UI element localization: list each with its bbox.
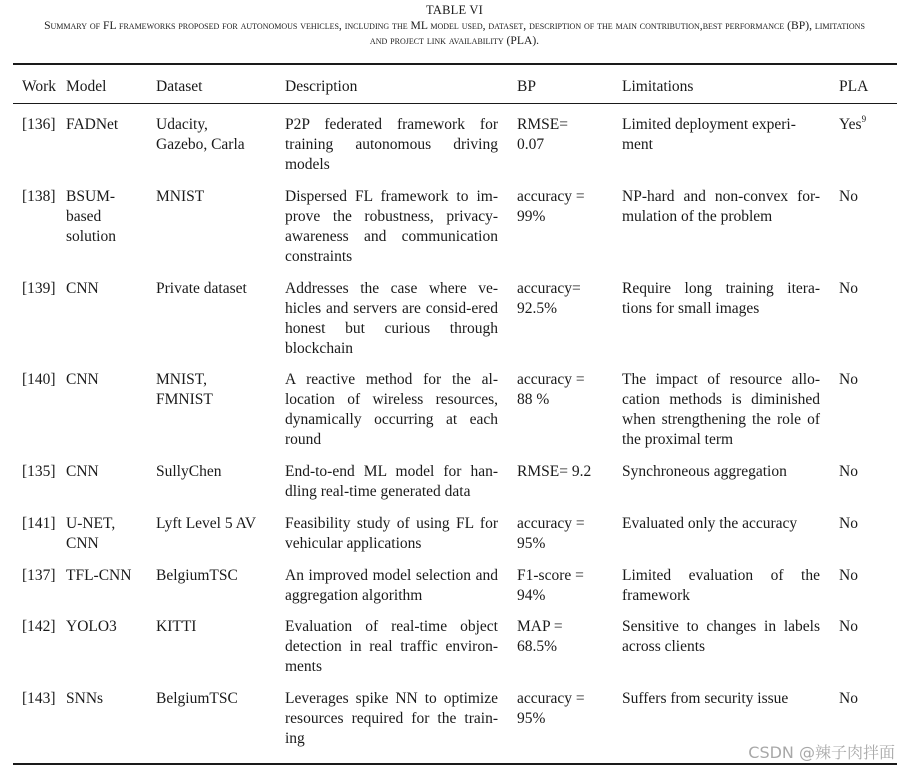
cell-limitations: Suffers from security issue	[622, 690, 789, 707]
cell-dataset: Lyft Level 5 AV	[156, 515, 257, 532]
cell-pla: No	[839, 280, 858, 297]
cell-pla: No	[839, 463, 858, 480]
cell-model: FADNet	[66, 116, 119, 133]
cell-limitations: Evaluated only the accuracy	[622, 515, 798, 532]
cell-work: [141]	[22, 515, 56, 532]
cell-limitations: Require long training itera-tions for small images	[622, 280, 820, 317]
cell-model: YOLO3	[66, 618, 117, 635]
table-caption-text: Summary of FL frameworks proposed for autonomous vehicles, including the ML model used, dataset, description of the main contribution,best performance (BP), limitations and project link availability (PLA).	[44, 19, 865, 47]
cell-model: U-NET, CNN	[66, 515, 116, 552]
cell-work: [137]	[22, 567, 56, 584]
header-limitations: Limitations	[622, 78, 694, 95]
cell-limitations: Limited deployment experi- ment	[622, 116, 796, 153]
cell-model: BSUM- based solution	[66, 188, 116, 245]
table-header-rule	[13, 103, 897, 104]
cell-pla: No	[839, 690, 858, 707]
header-work: Work	[22, 78, 57, 95]
cell-work: [142]	[22, 618, 56, 635]
table-title: TABLE VI	[426, 3, 483, 17]
cell-work: [136]	[22, 116, 56, 133]
header-pla: PLA	[839, 78, 869, 95]
cell-limitations: The impact of resource allo-cation methods is diminished when strengthening the role of the proximal term	[622, 371, 820, 448]
cell-description: A reactive method for the al-location of wireless resources, dynamically occurring at each round	[285, 371, 498, 448]
cell-model: TFL-CNN	[66, 567, 132, 584]
cell-model: CNN	[66, 280, 99, 297]
cell-bp: accuracy= 92.5%	[517, 280, 581, 317]
cell-dataset: BelgiumTSC	[156, 690, 238, 707]
table-top-rule	[13, 63, 897, 65]
cell-bp: accuracy = 99%	[517, 188, 585, 225]
cell-description: Feasibility study of using FL for vehicular applications	[285, 515, 498, 552]
cell-pla: No	[839, 618, 858, 635]
cell-work: [140]	[22, 371, 56, 388]
header-dataset: Dataset	[156, 78, 203, 95]
cell-bp: RMSE= 9.2	[517, 463, 592, 480]
cell-description: Addresses the case where ve-hicles and servers are consid-ered honest but curious through blockchain	[285, 280, 498, 357]
cell-description: Dispersed FL framework to im-prove the robustness, privacy-awareness and communication constraints	[285, 188, 498, 265]
cell-dataset: KITTI	[156, 618, 197, 635]
cell-pla	[839, 115, 866, 135]
cell-description: End-to-end ML model for han-dling real-time generated data	[285, 463, 498, 500]
cell-pla: No	[839, 567, 858, 584]
cell-work: [139]	[22, 280, 56, 297]
header-bp: BP	[517, 78, 536, 95]
cell-pla: No	[839, 188, 858, 205]
cell-dataset: MNIST, FMNIST	[156, 371, 213, 408]
cell-work: [143]	[22, 690, 56, 707]
table-caption	[0, 3, 909, 48]
cell-bp: accuracy = 95%	[517, 515, 585, 552]
cell-bp: RMSE= 0.07	[517, 116, 568, 153]
cell-bp: MAP = 68.5%	[517, 618, 563, 655]
cell-dataset: BelgiumTSC	[156, 567, 238, 584]
cell-work: [135]	[22, 463, 56, 480]
cell-description: P2P federated framework for training autonomous driving models	[285, 116, 498, 173]
cell-dataset: Udacity, Gazebo, Carla	[156, 116, 245, 153]
cell-description: An improved model selection and aggregation algorithm	[285, 567, 498, 604]
cell-description: Evaluation of real-time object detection in real traffic environ-ments	[285, 618, 498, 675]
cell-dataset: MNIST	[156, 188, 205, 205]
cell-model: CNN	[66, 371, 99, 388]
cell-model: CNN	[66, 463, 99, 480]
table-bottom-rule	[13, 763, 897, 765]
watermark: CSDN @辣子肉拌面	[748, 743, 895, 762]
cell-description: Leverages spike NN to optimize resources required for the train-ing	[285, 690, 498, 747]
cell-bp: F1-score = 94%	[517, 567, 584, 604]
cell-dataset: SullyChen	[156, 463, 222, 480]
cell-limitations: Sensitive to changes in labels across clients	[622, 618, 820, 655]
cell-work: [138]	[22, 188, 56, 205]
cell-limitations: NP-hard and non-convex for-mulation of the problem	[622, 188, 820, 225]
header-description: Description	[285, 78, 358, 95]
cell-dataset: Private dataset	[156, 280, 247, 297]
pla-value: Yes	[839, 116, 862, 133]
cell-limitations: Limited evaluation of the framework	[622, 567, 820, 604]
cell-pla: No	[839, 515, 858, 532]
header-model: Model	[66, 78, 107, 95]
cell-bp: accuracy = 88 %	[517, 371, 585, 408]
footnote-marker: 9	[861, 113, 867, 124]
cell-bp: accuracy = 95%	[517, 690, 585, 727]
cell-pla: No	[839, 371, 858, 388]
cell-model: SNNs	[66, 690, 104, 707]
cell-limitations: Synchroneous aggregation	[622, 463, 787, 480]
